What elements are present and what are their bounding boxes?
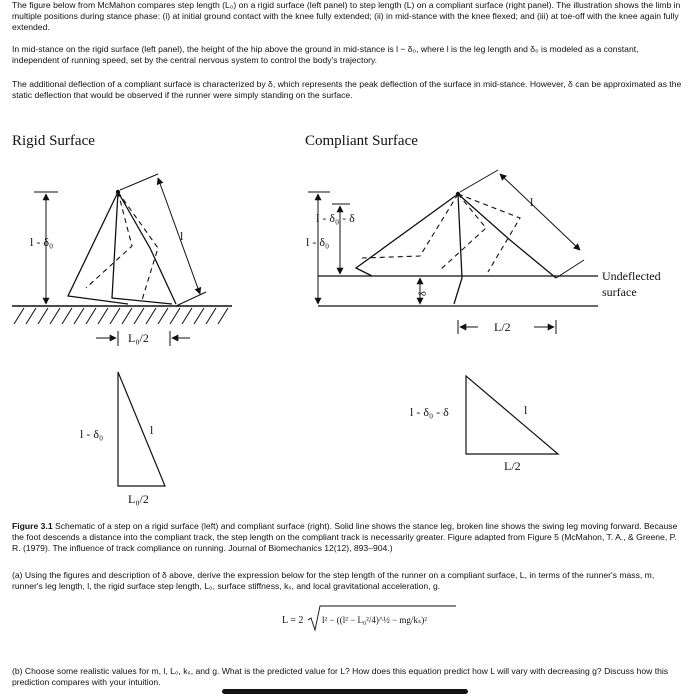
compliant-height-label-outer: l - δ₀ — [306, 235, 330, 249]
undeflected-label-1: Undeflected — [602, 269, 661, 283]
home-indicator[interactable] — [222, 689, 468, 694]
rigid-stance-leg — [68, 192, 176, 304]
rigid-triangle-height-label: l - δ₀ — [80, 427, 104, 441]
rigid-swing-leg — [86, 192, 158, 300]
compliant-triangle-height-label: l - δ₀ - δ — [410, 405, 449, 419]
figure-diagram — [0, 128, 693, 518]
intro-paragraph-2: In mid-stance on the rigid surface (left panel), the height of the hip above the ground in mid-stance is l − δ₀, where l is the leg length and δ₀ is modeled as a constant, independent of running speed, set by the central nervous system to control the body's trajectory. — [12, 44, 639, 65]
step-length-formula — [280, 603, 460, 635]
caption-text: Schematic of a step on a rigid surface (left) and compliant surface (right). Solid line shows the stance leg, broken line shows the swing leg moving forward. Because the foot descends a distance into the compliant track, the step length on the compliant track is necessarily greater. Figure adapted from Figure 5 (McMahon, T. A., & Greene, P. R. (1979). The influence of track compliance on running. Journal of Biomechanics 12(12), 893–904.) — [12, 521, 678, 553]
intro-paragraph-1: The figure below from McMahon compares step length (L₀) on a rigid surface (left panel) to step length (L) on a compliant surface (right panel). The illustration shows the limb in multiple positions during stance phase: (i) at initial ground contact with the knee fully extended; (ii) in mid-stance with the knee flexed; and (iii) at toe-off with the knee again fully extended. — [12, 0, 681, 32]
rigid-triangle — [118, 372, 165, 486]
compliant-surface-title: Compliant Surface — [305, 133, 418, 149]
figure-3-1 — [0, 128, 693, 518]
compliant-half-step-label: L/2 — [494, 320, 511, 334]
rigid-leg-length-label: l — [180, 229, 184, 243]
delta-label: δ — [418, 291, 429, 296]
question-a: (a) Using the figures and description of δ above, derive the expression below for the step length of the runner on a compliant surface, L, in terms of the runner's mass, m, runner's leg length, l, the rigid surface step length, L₀, surface stiffness, kₛ, and local gravitational acceleration, g. — [12, 570, 655, 591]
compliant-triangle-hyp-label: l — [524, 403, 528, 417]
figure-caption — [12, 521, 682, 554]
rigid-half-step-label: L₀/2 — [128, 331, 149, 345]
compliant-triangle-base-label: L/2 — [504, 459, 521, 473]
formula-body: l² − ((l² − L₀²/4)^½ − mg/kₛ)² — [322, 615, 427, 625]
formula-lhs: L = 2 — [282, 615, 304, 626]
compliant-height-label-inner: l - δ₀ - δ — [316, 211, 355, 225]
intro-paragraph-3: The additional deflection of a compliant surface is characterized by δ, which represents the peak deflection of the surface in mid-stance. However, δ can be approximated as the static deflection that would be observed if the runner were simply standing on the surface. — [12, 79, 682, 100]
question-b: (b) Choose some realistic values for m, l, L₀, kₛ, and g. What is the predicted value for L? How does this equation predict how L will vary with decreasing g? Discuss how this prediction compares with your intuition. — [12, 666, 669, 687]
caption-label: Figure 3.1 — [12, 521, 53, 531]
rigid-height-label: l - δ₀ — [30, 235, 54, 249]
rigid-triangle-base-label: L₀/2 — [128, 492, 149, 506]
rigid-surface-title: Rigid Surface — [12, 133, 95, 149]
rigid-ground — [12, 306, 232, 324]
undeflected-label-2: surface — [602, 285, 637, 299]
compliant-leg-length-label: l — [530, 195, 534, 209]
compliant-stance-leg — [356, 194, 556, 304]
rigid-triangle-hyp-label: l — [150, 423, 154, 437]
compliant-triangle — [466, 376, 558, 454]
